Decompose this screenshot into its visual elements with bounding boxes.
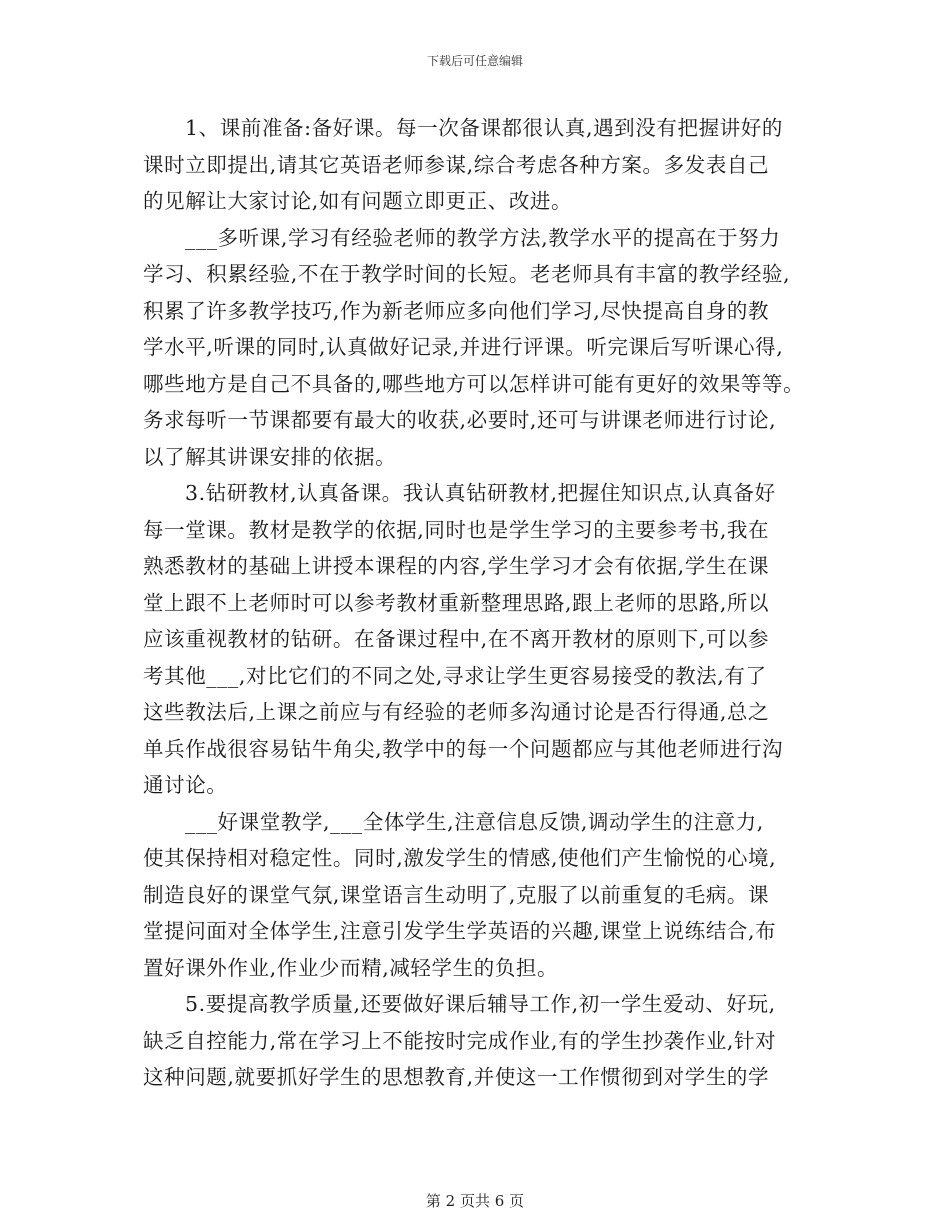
text-line: 1、课前准备:备好课。每一次备课都很认真,遇到没有把握讲好的 [185,116,783,140]
text-line: 积累了许多教学技巧,作为新老师应多向他们学习,尽快提高自身的教 [143,298,770,323]
text-line: 学习、积累经验,不在于教学时间的长短。老老师具有丰富的教学经验, [143,262,791,286]
text-line: 以了解其讲课安排的依据。 [143,444,397,469]
text-line: 熟悉教材的基础上讲授本课程的内容,学生学习才会有依据,学生在课 [143,554,770,578]
page-footer: 第 2 页共 6 页 [425,1192,525,1210]
text-line: 制造良好的课堂气氛,课堂语言生动明了,克服了以前重复的毛病。课 [143,882,770,907]
text-line: 课时立即提出,请其它英语老师参谋,综合考虑各种方案。多发表自己 [143,152,770,177]
text-line: 学水平,听课的同时,认真做好记录,并进行评课。听完课后写听课心得, [143,335,784,359]
page-header: 下载后可任意编辑 [426,54,523,68]
text-line: 使其保持相对稳定性。同时,激发学生的情感,使他们产生愉悦的心境, [143,846,777,870]
text-line: 缺乏自控能力,常在学习上不能按时完成作业,有的学生抄袭作业,针对 [143,1028,777,1053]
text-line: 务求每听一节课都要有最大的收获,必要时,还可与讲课老师进行讨论, [143,408,777,432]
paragraph-2 [143,220,811,476]
text-line: 堂提问面对全体学生,注意引发学生学英语的兴趣,课堂上说练结合,布 [143,919,777,943]
text-line: 堂上跟不上老师时可以参考教材重新整理思路,跟上老师的思路,所以 [143,590,770,615]
paragraph-4 [143,804,811,987]
text-line: 应该重视教材的钻研。在备课过程中,在不离开教材的原则下,可以参 [143,627,770,651]
paragraph-3 [143,475,811,804]
paragraph-5 [143,986,811,1096]
paragraph-1 [143,110,811,220]
text-line: 每一堂课。教材是教学的依据,同时也是学生学习的主要参考书,我在 [143,517,770,542]
text-line: 通讨论。 [143,773,228,797]
text-line: 置好课外作业,作业少而精,减轻学生的负担。 [143,955,559,980]
text-line: 单兵作战很容易钻牛角尖,教学中的每一个问题都应与其他老师进行沟 [143,736,784,761]
text-line: 3.钻研教材,认真备课。我认真钻研教材,把握住知识点,认真备好 [185,481,776,505]
text-line: 考其他___,对比它们的不同之处,寻求让学生更容易接受的教法,有了 [143,663,767,688]
text-line: ___好课堂教学,___全体学生,注意信息反馈,调动学生的注意力, [185,809,764,834]
document-body [143,110,811,1096]
text-line: 的见解让大家讨论,如有问题立即更正、改进。 [143,189,573,213]
text-line: 这种问题,就要抓好学生的思想教育,并使这一工作惯彻到对学生的学 [143,1065,770,1089]
text-line: 5.要提高教学质量,还要做好课后辅导工作,初一学生爱动、好玩, [185,992,776,1016]
text-line: 哪些地方是自己不具备的,哪些地方可以怎样讲可能有更好的效果等等。 [143,371,805,396]
text-line: 这些教法后,上课之前应与有经验的老师多沟通讨论是否行得通,总之 [143,700,770,724]
text-line: ___多听课,学习有经验老师的教学方法,教学水平的提高在于努力 [185,225,781,250]
